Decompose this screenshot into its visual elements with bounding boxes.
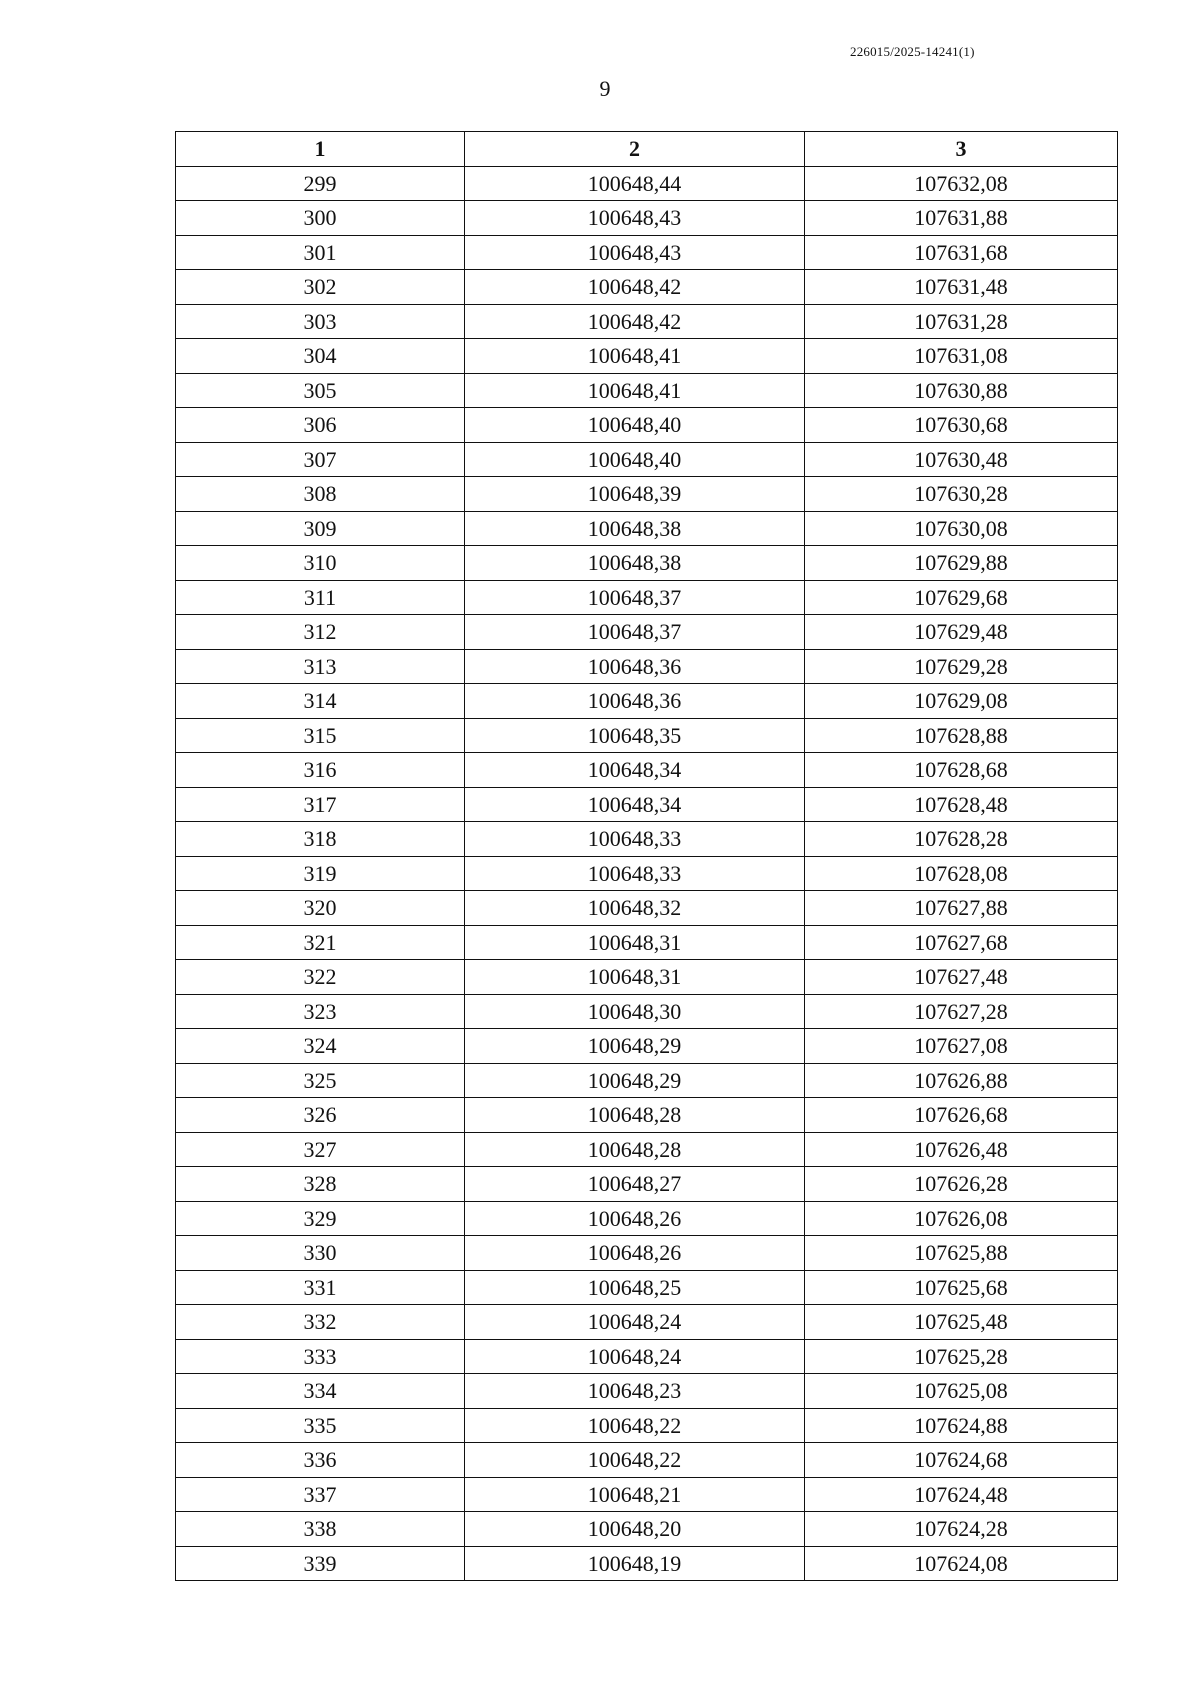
table-cell-col-2: 100648,26	[465, 1236, 805, 1271]
table-cell-col-1: 302	[176, 270, 465, 305]
table-row	[176, 442, 1118, 477]
table-row	[176, 1132, 1118, 1167]
table-cell-col-2: 100648,40	[465, 442, 805, 477]
table-cell-col-3: 107625,68	[805, 1270, 1118, 1305]
table-cell-col-2: 100648,34	[465, 753, 805, 788]
table-row	[176, 1512, 1118, 1547]
table-cell-col-1: 324	[176, 1029, 465, 1064]
column-header-1: 1	[176, 132, 465, 167]
table-cell-col-1: 327	[176, 1132, 465, 1167]
table-cell-col-1: 316	[176, 753, 465, 788]
table-cell-col-1: 317	[176, 787, 465, 822]
table-row	[176, 822, 1118, 857]
table-cell-col-2: 100648,29	[465, 1063, 805, 1098]
column-header-3: 3	[805, 132, 1118, 167]
table-cell-col-3: 107624,28	[805, 1512, 1118, 1547]
table-cell-col-1: 338	[176, 1512, 465, 1547]
table-cell-col-3: 107630,48	[805, 442, 1118, 477]
table-row	[176, 1236, 1118, 1271]
table-cell-col-3: 107627,88	[805, 891, 1118, 926]
table-cell-col-3: 107629,88	[805, 546, 1118, 581]
table-cell-col-2: 100648,20	[465, 1512, 805, 1547]
table-cell-col-2: 100648,29	[465, 1029, 805, 1064]
table-row	[176, 1201, 1118, 1236]
table-row	[176, 891, 1118, 926]
table-cell-col-1: 310	[176, 546, 465, 581]
table-cell-col-1: 313	[176, 649, 465, 684]
table-cell-col-2: 100648,22	[465, 1408, 805, 1443]
table-cell-col-2: 100648,24	[465, 1339, 805, 1374]
table-cell-col-1: 335	[176, 1408, 465, 1443]
table-cell-col-3: 107629,48	[805, 615, 1118, 650]
table-row	[176, 1029, 1118, 1064]
table-cell-col-3: 107625,88	[805, 1236, 1118, 1271]
table-row	[176, 1374, 1118, 1409]
table-cell-col-3: 107627,08	[805, 1029, 1118, 1064]
table-cell-col-3: 107627,28	[805, 994, 1118, 1029]
table-cell-col-1: 333	[176, 1339, 465, 1374]
table-cell-col-1: 323	[176, 994, 465, 1029]
page-number: 9	[599, 76, 611, 101]
table-cell-col-3: 107630,68	[805, 408, 1118, 443]
table-row	[176, 1098, 1118, 1133]
header-row	[176, 132, 1118, 167]
table-row	[176, 339, 1118, 374]
table-row	[176, 373, 1118, 408]
table-cell-col-3: 107626,68	[805, 1098, 1118, 1133]
table-cell-col-2: 100648,37	[465, 580, 805, 615]
table-cell-col-1: 307	[176, 442, 465, 477]
table-cell-col-2: 100648,19	[465, 1546, 805, 1581]
table-cell-col-3: 107629,28	[805, 649, 1118, 684]
table-cell-col-3: 107631,28	[805, 304, 1118, 339]
table-row	[176, 856, 1118, 891]
table-cell-col-3: 107626,48	[805, 1132, 1118, 1167]
table-cell-col-3: 107631,08	[805, 339, 1118, 374]
table-cell-col-2: 100648,28	[465, 1132, 805, 1167]
table-cell-col-2: 100648,42	[465, 270, 805, 305]
table-cell-col-1: 314	[176, 684, 465, 719]
table-cell-col-1: 299	[176, 166, 465, 201]
table-row	[176, 994, 1118, 1029]
table-cell-col-3: 107631,88	[805, 201, 1118, 236]
table-cell-col-3: 107627,48	[805, 960, 1118, 995]
table-cell-col-1: 326	[176, 1098, 465, 1133]
table-cell-col-3: 107624,48	[805, 1477, 1118, 1512]
coordinates-table	[175, 131, 1118, 1581]
table-cell-col-1: 339	[176, 1546, 465, 1581]
table-cell-col-1: 303	[176, 304, 465, 339]
table-row	[176, 511, 1118, 546]
table-cell-col-3: 107628,88	[805, 718, 1118, 753]
table-cell-col-2: 100648,28	[465, 1098, 805, 1133]
table-cell-col-1: 305	[176, 373, 465, 408]
table-body	[176, 166, 1118, 1581]
table-cell-col-3: 107632,08	[805, 166, 1118, 201]
table-row	[176, 1477, 1118, 1512]
table-cell-col-1: 320	[176, 891, 465, 926]
coordinates-table-container	[175, 131, 1117, 1581]
table-cell-col-1: 334	[176, 1374, 465, 1409]
table-row	[176, 580, 1118, 615]
table-cell-col-1: 319	[176, 856, 465, 891]
table-cell-col-3: 107627,68	[805, 925, 1118, 960]
table-row	[176, 546, 1118, 581]
table-cell-col-1: 306	[176, 408, 465, 443]
table-cell-col-2: 100648,35	[465, 718, 805, 753]
table-cell-col-3: 107626,28	[805, 1167, 1118, 1202]
table-cell-col-1: 322	[176, 960, 465, 995]
table-cell-col-1: 329	[176, 1201, 465, 1236]
table-cell-col-2: 100648,31	[465, 925, 805, 960]
table-row	[176, 787, 1118, 822]
table-cell-col-1: 304	[176, 339, 465, 374]
table-row	[176, 1546, 1118, 1581]
table-cell-col-1: 311	[176, 580, 465, 615]
table-cell-col-3: 107626,08	[805, 1201, 1118, 1236]
table-header	[176, 132, 1118, 167]
table-cell-col-3: 107631,48	[805, 270, 1118, 305]
table-cell-col-3: 107626,88	[805, 1063, 1118, 1098]
table-cell-col-2: 100648,36	[465, 649, 805, 684]
table-cell-col-1: 318	[176, 822, 465, 857]
table-cell-col-1: 325	[176, 1063, 465, 1098]
table-cell-col-3: 107628,68	[805, 753, 1118, 788]
table-cell-col-1: 312	[176, 615, 465, 650]
table-row	[176, 615, 1118, 650]
table-cell-col-1: 332	[176, 1305, 465, 1340]
table-row	[176, 718, 1118, 753]
table-row	[176, 304, 1118, 339]
table-cell-col-3: 107629,08	[805, 684, 1118, 719]
table-cell-col-3: 107628,48	[805, 787, 1118, 822]
table-cell-col-3: 107625,28	[805, 1339, 1118, 1374]
table-cell-col-1: 301	[176, 235, 465, 270]
table-cell-col-3: 107631,68	[805, 235, 1118, 270]
table-cell-col-3: 107625,48	[805, 1305, 1118, 1340]
table-cell-col-3: 107628,28	[805, 822, 1118, 857]
table-cell-col-2: 100648,43	[465, 235, 805, 270]
table-cell-col-1: 315	[176, 718, 465, 753]
table-row	[176, 1408, 1118, 1443]
table-cell-col-2: 100648,27	[465, 1167, 805, 1202]
table-cell-col-3: 107624,08	[805, 1546, 1118, 1581]
table-row	[176, 1443, 1118, 1478]
table-cell-col-2: 100648,26	[465, 1201, 805, 1236]
table-row	[176, 925, 1118, 960]
table-cell-col-1: 321	[176, 925, 465, 960]
table-row	[176, 1305, 1118, 1340]
table-cell-col-2: 100648,32	[465, 891, 805, 926]
table-cell-col-1: 336	[176, 1443, 465, 1478]
table-cell-col-1: 300	[176, 201, 465, 236]
table-cell-col-2: 100648,39	[465, 477, 805, 512]
table-cell-col-2: 100648,42	[465, 304, 805, 339]
table-cell-col-2: 100648,38	[465, 546, 805, 581]
table-cell-col-3: 107630,08	[805, 511, 1118, 546]
table-row	[176, 1270, 1118, 1305]
table-cell-col-2: 100648,34	[465, 787, 805, 822]
table-row	[176, 960, 1118, 995]
table-cell-col-1: 309	[176, 511, 465, 546]
table-cell-col-2: 100648,44	[465, 166, 805, 201]
table-cell-col-3: 107624,88	[805, 1408, 1118, 1443]
table-row	[176, 477, 1118, 512]
table-cell-col-2: 100648,41	[465, 373, 805, 408]
table-row	[176, 753, 1118, 788]
table-cell-col-2: 100648,40	[465, 408, 805, 443]
table-row	[176, 649, 1118, 684]
table-cell-col-2: 100648,33	[465, 822, 805, 857]
table-cell-col-3: 107628,08	[805, 856, 1118, 891]
document-id: 226015/2025-14241(1)	[850, 44, 975, 59]
table-cell-col-2: 100648,33	[465, 856, 805, 891]
table-cell-col-3: 107630,28	[805, 477, 1118, 512]
table-row	[176, 235, 1118, 270]
table-cell-col-2: 100648,30	[465, 994, 805, 1029]
table-cell-col-3: 107630,88	[805, 373, 1118, 408]
table-cell-col-1: 330	[176, 1236, 465, 1271]
table-row	[176, 1339, 1118, 1374]
table-cell-col-3: 107629,68	[805, 580, 1118, 615]
table-row	[176, 684, 1118, 719]
table-cell-col-2: 100648,37	[465, 615, 805, 650]
column-header-2: 2	[465, 132, 805, 167]
table-cell-col-2: 100648,41	[465, 339, 805, 374]
table-cell-col-2: 100648,25	[465, 1270, 805, 1305]
table-row	[176, 408, 1118, 443]
table-cell-col-2: 100648,21	[465, 1477, 805, 1512]
table-cell-col-2: 100648,43	[465, 201, 805, 236]
table-cell-col-2: 100648,24	[465, 1305, 805, 1340]
table-cell-col-1: 331	[176, 1270, 465, 1305]
table-cell-col-1: 337	[176, 1477, 465, 1512]
table-cell-col-3: 107624,68	[805, 1443, 1118, 1478]
table-cell-col-2: 100648,36	[465, 684, 805, 719]
table-cell-col-2: 100648,22	[465, 1443, 805, 1478]
table-cell-col-1: 308	[176, 477, 465, 512]
table-row	[176, 166, 1118, 201]
table-row	[176, 1167, 1118, 1202]
table-cell-col-2: 100648,31	[465, 960, 805, 995]
table-cell-col-1: 328	[176, 1167, 465, 1202]
table-cell-col-2: 100648,38	[465, 511, 805, 546]
table-row	[176, 201, 1118, 236]
table-cell-col-3: 107625,08	[805, 1374, 1118, 1409]
table-row	[176, 1063, 1118, 1098]
table-row	[176, 270, 1118, 305]
table-cell-col-2: 100648,23	[465, 1374, 805, 1409]
